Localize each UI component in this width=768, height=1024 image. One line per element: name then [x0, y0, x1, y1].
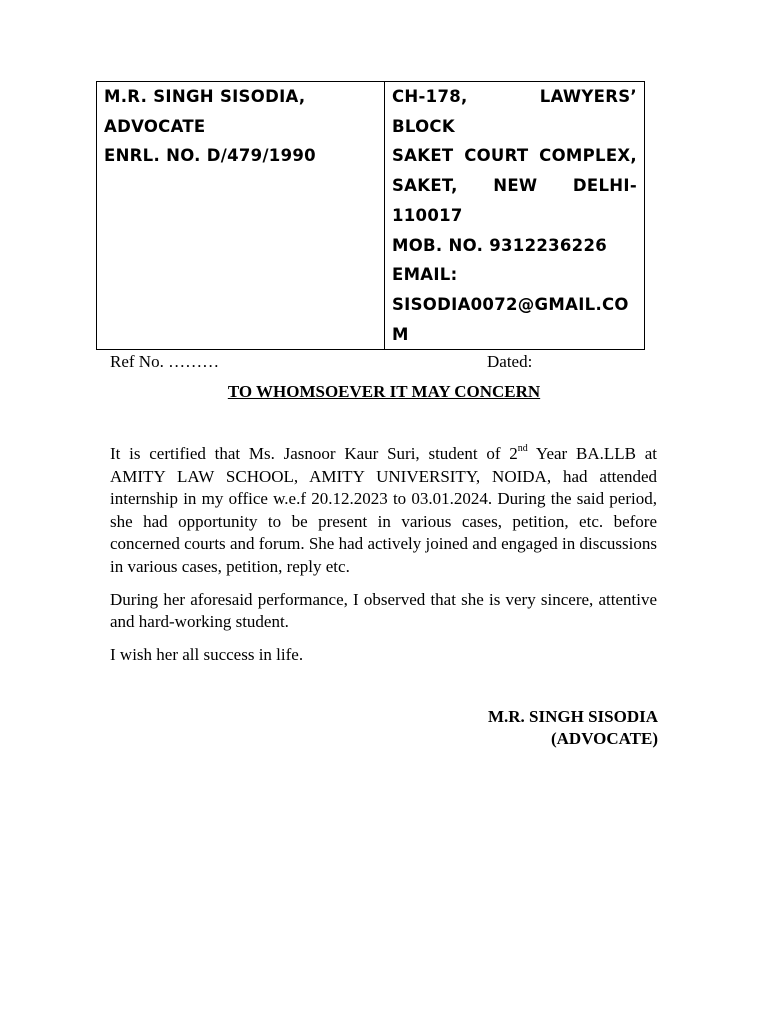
paragraph-wishes: I wish her all success in life.	[110, 644, 304, 664]
paragraph-certification-rest: Year BA.LLB at AMITY LAW SCHOOL, AMITY UNIVERSITY, NOIDA, had attended internship in my office w.e.f 20.12.2023 to 03.01.2024. During the said period, she had opportunity to be present in various cases, petition, etc. before concerned courts and forum. She had actively joined and engaged in discussions in various cases, petition, reply etc.	[110, 444, 657, 576]
address-line-3: SAKET COURT COMPLEX,	[392, 146, 637, 166]
letterhead-table	[96, 81, 645, 350]
mobile-number: MOB. NO. 9312236226	[392, 235, 608, 255]
advocate-title: ADVOCATE	[104, 116, 206, 136]
paragraph-certification	[110, 443, 657, 579]
ordinal-suffix: nd	[517, 443, 528, 455]
letter-body	[110, 443, 657, 676]
address-line-2: BLOCK	[392, 116, 455, 136]
letter-heading: TO WHOMSOEVER IT MAY CONCERN	[227, 382, 541, 401]
paragraph-certification-start: It is certified that Ms. Jasnoor Kaur Suri, student of 2	[110, 444, 518, 463]
enrollment-number: ENRL. NO. D/479/1990	[104, 146, 316, 166]
email-label: EMAIL:	[392, 265, 458, 285]
letterhead-right-cell	[385, 82, 645, 350]
dated-label: Dated:	[487, 352, 533, 371]
ref-number: Ref No. ………	[110, 352, 220, 371]
signature-title: (ADVOCATE)	[550, 729, 658, 748]
signature-name: M.R. SINGH SISODIA	[487, 707, 658, 726]
paragraph-observation: During her aforesaid performance, I observed that she is very sincere, attentive and hard-working student.	[110, 589, 657, 632]
letterhead-left-cell	[97, 82, 385, 350]
ref-row	[110, 352, 658, 372]
advocate-name: M.R. SINGH SISODIA,	[104, 87, 306, 106]
address-line-4: SAKET, NEW DELHI-	[392, 176, 637, 196]
address-line-1: CH-178, LAWYERS’	[392, 87, 637, 106]
signature-block	[110, 706, 658, 750]
email-address: SISODIA0072@GMAIL.COM	[392, 294, 629, 344]
address-line-5: 110017	[392, 205, 463, 225]
